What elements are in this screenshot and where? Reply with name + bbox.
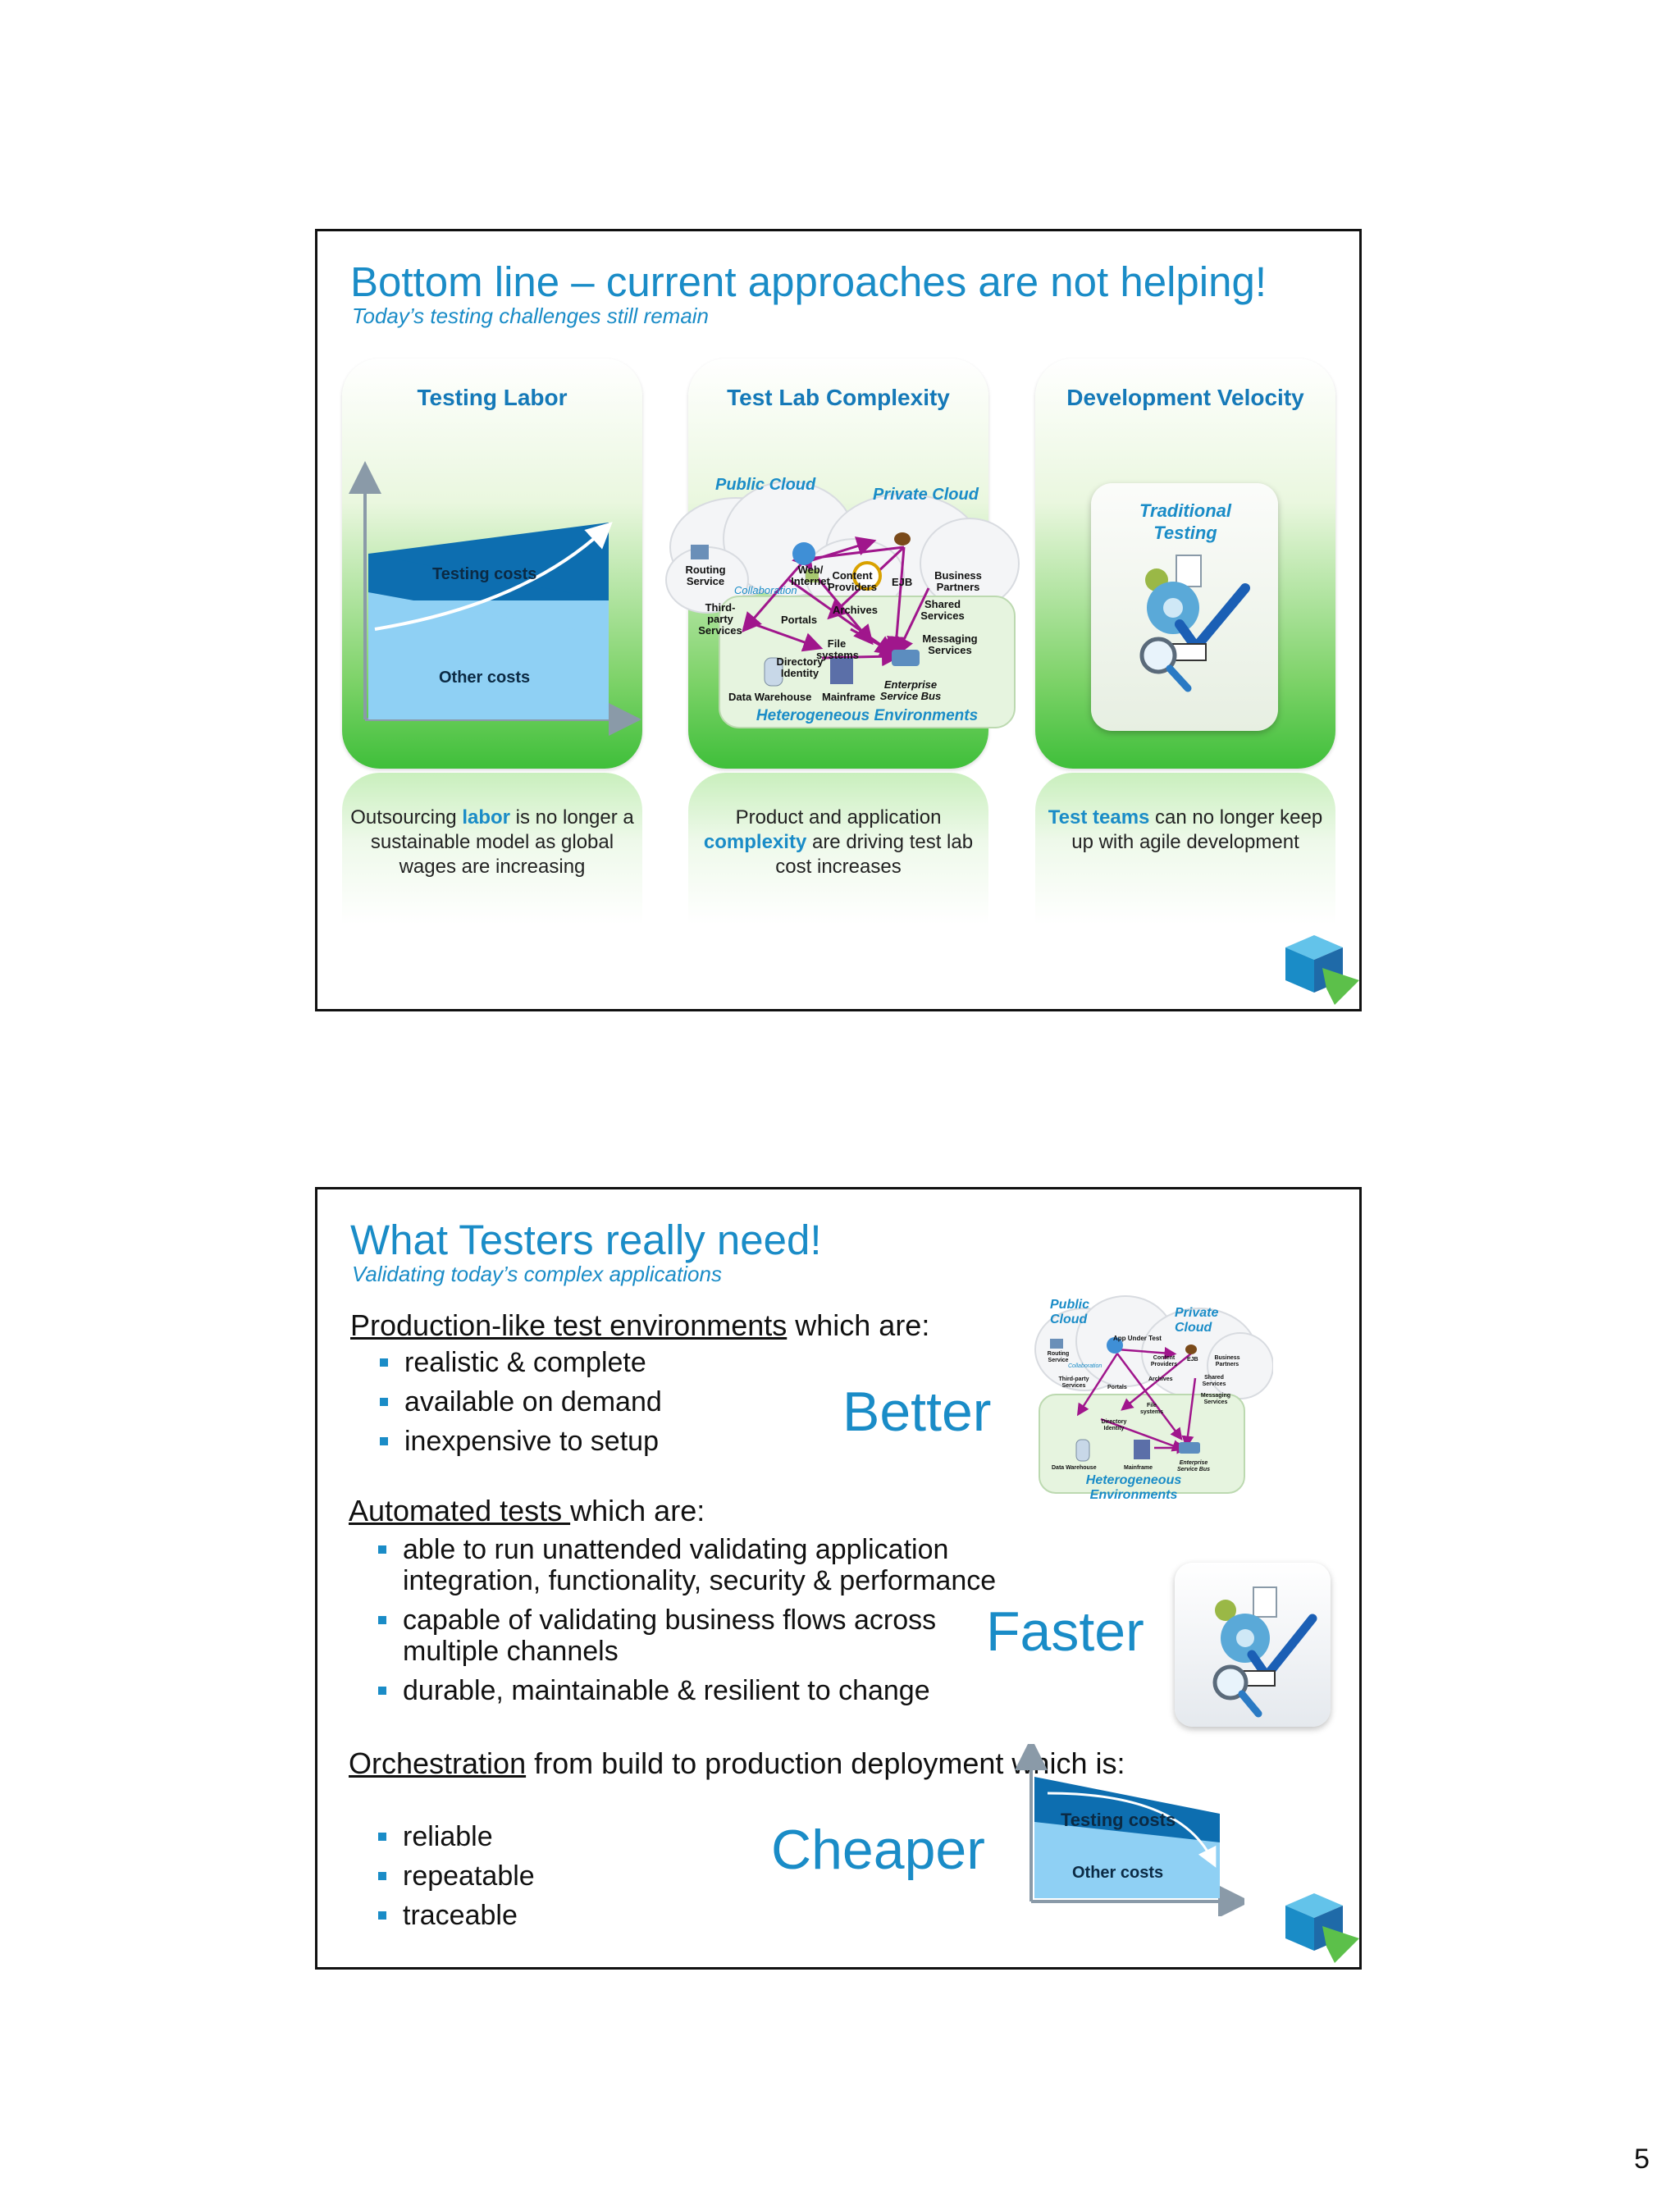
cheaper-label: Cheaper	[771, 1819, 985, 1881]
ejb-label: EJB	[1187, 1357, 1198, 1363]
cost-chart	[342, 358, 642, 769]
coffee-bean-icon	[894, 532, 911, 546]
page-number: 5	[1634, 2143, 1650, 2175]
content-providers-label: Content Providers	[828, 569, 877, 593]
heading-text: from build to production deployment which is:	[526, 1746, 1125, 1780]
card-label: Traditional Testing	[1139, 500, 1232, 543]
portals-label: Portals	[1107, 1385, 1127, 1390]
content-providers-label: Content Providers	[1150, 1355, 1178, 1367]
public-cloud-label: Public Cloud	[1050, 1298, 1090, 1326]
list-item: available on demand	[404, 1386, 662, 1418]
list-item: traceable	[403, 1900, 518, 1931]
data-warehouse-label: Data Warehouse	[1052, 1465, 1097, 1471]
heading-text: which are:	[787, 1308, 930, 1342]
web-internet-label: Web/ Internet	[791, 564, 830, 587]
other-costs-label: Other costs	[439, 669, 531, 687]
ejb-label: EJB	[892, 576, 913, 588]
slide-title: Bottom line – current approaches are not helping!	[350, 258, 1267, 305]
heterogeneous-label: Heterogeneous Environments	[756, 707, 979, 724]
business-partners-label: Business Partners	[934, 569, 982, 593]
section-orchestration-heading	[349, 1747, 1125, 1780]
caption-text: Outsourcing	[350, 806, 463, 829]
globe-icon	[792, 542, 815, 565]
better-label: Better	[842, 1381, 992, 1443]
heading-underlined: Automated tests	[349, 1494, 571, 1527]
section-environments-heading	[350, 1309, 929, 1342]
routing-service-label: Routing Service	[1047, 1351, 1070, 1363]
esb-label: Enterprise Service Bus	[1176, 1460, 1211, 1472]
private-cloud-label: Private Cloud	[1175, 1306, 1219, 1335]
archives-label: Archives	[833, 604, 878, 616]
messaging-services-label: Messaging Services	[1200, 1393, 1231, 1405]
caption-highlight: labor	[462, 806, 510, 829]
mainframe-label: Mainframe	[1124, 1465, 1153, 1471]
directory-identity-label: Directory Identity	[1101, 1419, 1127, 1431]
mainframe-icon	[830, 658, 853, 684]
testing-tools-icon	[1175, 1563, 1331, 1727]
section-automated-tests-heading	[349, 1495, 705, 1527]
data-warehouse-label: Data Warehouse	[728, 691, 812, 703]
file-systems-label: File systems	[1139, 1403, 1164, 1415]
routing-service-label: Routing Service	[685, 564, 726, 587]
architecture-diagram	[658, 461, 1027, 732]
caption-development-velocity	[1035, 806, 1335, 855]
third-party-label: Third-party Services	[698, 601, 742, 637]
heading-underlined: Orchestration	[349, 1746, 527, 1780]
private-cloud-label: Private Cloud	[873, 486, 979, 504]
slide-what-testers-need	[315, 1187, 1362, 1970]
list-item: inexpensive to setup	[404, 1426, 659, 1457]
caption-text: Product and application	[735, 806, 942, 829]
mainframe-label: Mainframe	[822, 691, 876, 703]
other-costs-label: Other costs	[1072, 1864, 1164, 1882]
list-item: durable, maintainable & resilient to change	[403, 1675, 930, 1706]
collaboration-label: Collaboration	[1068, 1363, 1102, 1369]
list-item: capable of validating business flows across multiple channels	[403, 1605, 977, 1667]
collaboration-label: Collaboration	[734, 584, 797, 596]
business-partners-label: Business Partners	[1214, 1355, 1240, 1367]
shared-services-label: Shared Services	[920, 598, 965, 622]
mini-architecture-diagram	[1027, 1288, 1273, 1501]
list-item: repeatable	[403, 1860, 535, 1892]
archives-label: Archives	[1148, 1376, 1173, 1382]
caption-highlight: complexity	[703, 831, 807, 853]
panel-heading: Test Lab Complexity	[727, 385, 950, 410]
bus-icon	[892, 650, 920, 666]
panel-heading: Testing Labor	[417, 385, 568, 410]
public-cloud-label: Public Cloud	[715, 476, 816, 494]
messaging-services-label: Messaging Services	[922, 632, 978, 656]
esb-label: Enterprise Service Bus	[879, 678, 942, 702]
caption-text: can no longer keep up with agile development	[1071, 806, 1323, 853]
cube-logo-icon	[1277, 931, 1367, 1009]
heading-underlined: Production-like test environments	[350, 1308, 788, 1342]
app-under-test-label: App Under Test	[1113, 1335, 1162, 1342]
slide-title: What Testers really need!	[350, 1217, 822, 1263]
heading-text: which are:	[570, 1494, 705, 1527]
slide-subtitle: Validating today’s complex applications	[352, 1262, 722, 1286]
faster-label: Faster	[986, 1600, 1144, 1663]
caption-text: are driving test lab cost increases	[775, 831, 974, 878]
traditional-testing-card	[1091, 483, 1278, 731]
caption-text: is no longer a sustainable model as global wages are increasing	[370, 806, 634, 878]
shared-services-label: Shared Services	[1202, 1375, 1226, 1387]
directory-identity-label: Directory Identity	[776, 655, 824, 679]
testing-tools-icon	[1091, 483, 1278, 731]
portals-label: Portals	[781, 614, 818, 626]
panel-heading: Development Velocity	[1066, 385, 1304, 410]
third-party-label: Third-party Services	[1058, 1376, 1089, 1389]
heterogeneous-label: Heterogeneous Environments	[1085, 1473, 1182, 1502]
panel-development-velocity	[1035, 358, 1335, 769]
testing-tools-card	[1175, 1563, 1331, 1727]
slide-bottom-line	[315, 229, 1362, 1011]
slide-subtitle: Today’s testing challenges still remain	[352, 304, 710, 328]
testing-costs-label: Testing costs	[1061, 1810, 1176, 1830]
list-item: able to run unattended validating application integration, functionality, security & performance	[403, 1534, 1043, 1596]
list-item: reliable	[403, 1821, 493, 1852]
caption-testing-labor	[342, 806, 642, 879]
file-systems-label: File systems	[816, 637, 860, 661]
panel-testing-labor	[342, 358, 642, 769]
router-icon	[691, 545, 709, 559]
cube-logo-icon	[1277, 1889, 1367, 1967]
caption-highlight: Test teams	[1048, 806, 1150, 829]
list-item: realistic & complete	[404, 1347, 646, 1378]
caption-test-lab-complexity	[688, 806, 988, 879]
testing-costs-label: Testing costs	[432, 565, 537, 583]
